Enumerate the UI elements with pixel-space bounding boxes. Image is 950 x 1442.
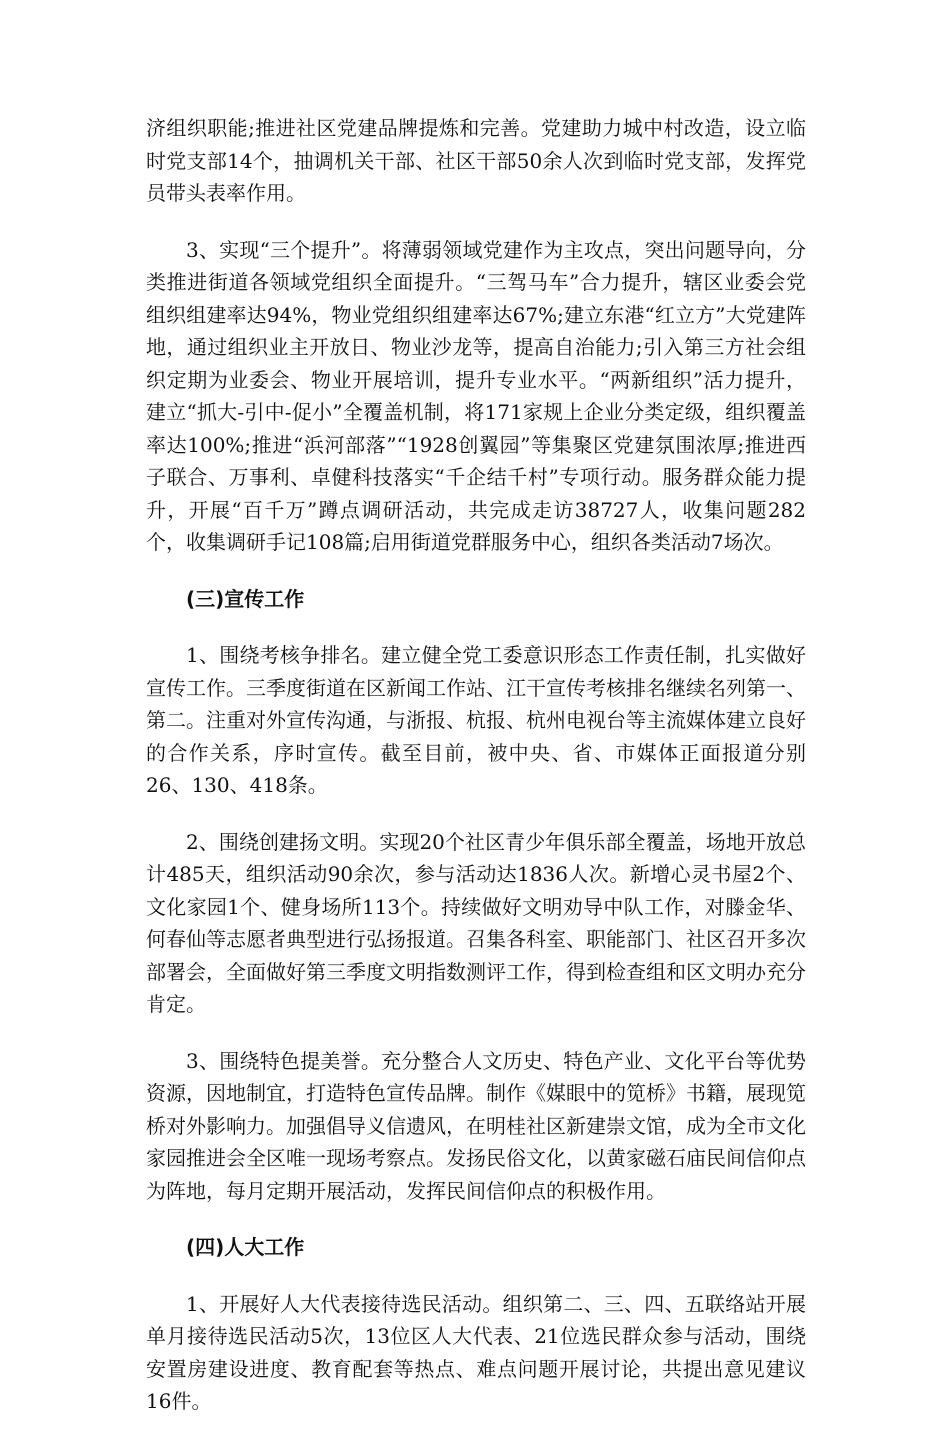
paragraph-reputation: 3、围绕特色提美誉。充分整合人文历史、特色产业、文化平台等优势资源，因地制宜，打造特色宣传品牌。制作《媒眼中的笕桥》书籍，展现笕桥对外影响力。加强倡导义信遗风，在明桂社区新建崇文馆，成为全市文化家园推进会全区唯一现场考察点。发扬民俗文化，以黄家磁石庙民间信仰点为阵地，每月定期开展活动，发挥民间信仰点的积极作用。: [146, 1048, 806, 1203]
paragraph-civilization: 2、围绕创建扬文明。实现20个社区青少年俱乐部全覆盖，场地开放总计485天，组织活动90余次，参与活动达1836人次。新增心灵书屋2个、文化家园1个、健身场所113个。持续做好文明劝导中队工作，对滕金华、何春仙等志愿者典型进行弘扬报道。召集各科室、职能部门、社区召开多次部署会，全面做好第三季度文明指数测评工作，得到检查组和区文明办充分肯定。: [146, 829, 806, 1016]
paragraph-three-upgrades: 3、实现“三个提升”。将薄弱领域党建作为主攻点，突出问题导向，分类推进街道各领域党组织全面提升。“三驾马车”合力提升，辖区业委会党组织组建率达94%，物业党组织组建率达67%;建立东港“红立方”大党建阵地，通过组织业主开放日、物业沙龙等，提高自治能力;引入第三方社会组织定期为业委会、物业开展培训，提升专业水平。“两新组织”活力提升，建立“抓大-引中-促小”全覆盖机制，将171家规上企业分类定级，组织覆盖率达100%;推进“浜河部落”“1928创翼园”等集聚区党建氛围浓厚;推进西子联合、万事利、卓健科技落实“千企结千村”专项行动。服务群众能力提升，开展“百千万”蹲点调研活动，共完成走访38727人，收集问题282个，收集调研手记108篇;启用街道党群服务中心，组织各类活动7场次。: [146, 237, 806, 554]
paragraph-reception: 1、开展好人大代表接待选民活动。组织第二、三、四、五联络站开展单月接待选民活动5次，13位区人大代表、21位选民群众参与活动，围绕安置房建设进度、教育配套等热点、难点问题开展讨论，共提出意见建议16件。: [146, 1291, 806, 1413]
paragraph-ranking: 1、围绕考核争排名。建立健全党工委意识形态工作责任制，扎实做好宣传工作。三季度街道在区新闻工作站、江干宣传考核排名继续名列第一、第二。注重对外宣传沟通，与浙报、杭报、杭州电视台等主流媒体建立良好的合作关系，序时宣传。截至目前，被中央、省、市媒体正面报道分别26、130、418条。: [146, 643, 806, 797]
section-heading-publicity: (三)宣传工作: [186, 586, 305, 611]
document-page: [146, 112, 806, 1442]
section-heading-npc: (四)人大工作: [186, 1235, 305, 1259]
paragraph-continued: 济组织职能;推进社区党建品牌提炼和完善。党建助力城中村改造，设立临时党支部14个，抽调机关干部、社区干部50余人次到临时党支部，发挥党员带头表率作用。: [146, 116, 806, 205]
